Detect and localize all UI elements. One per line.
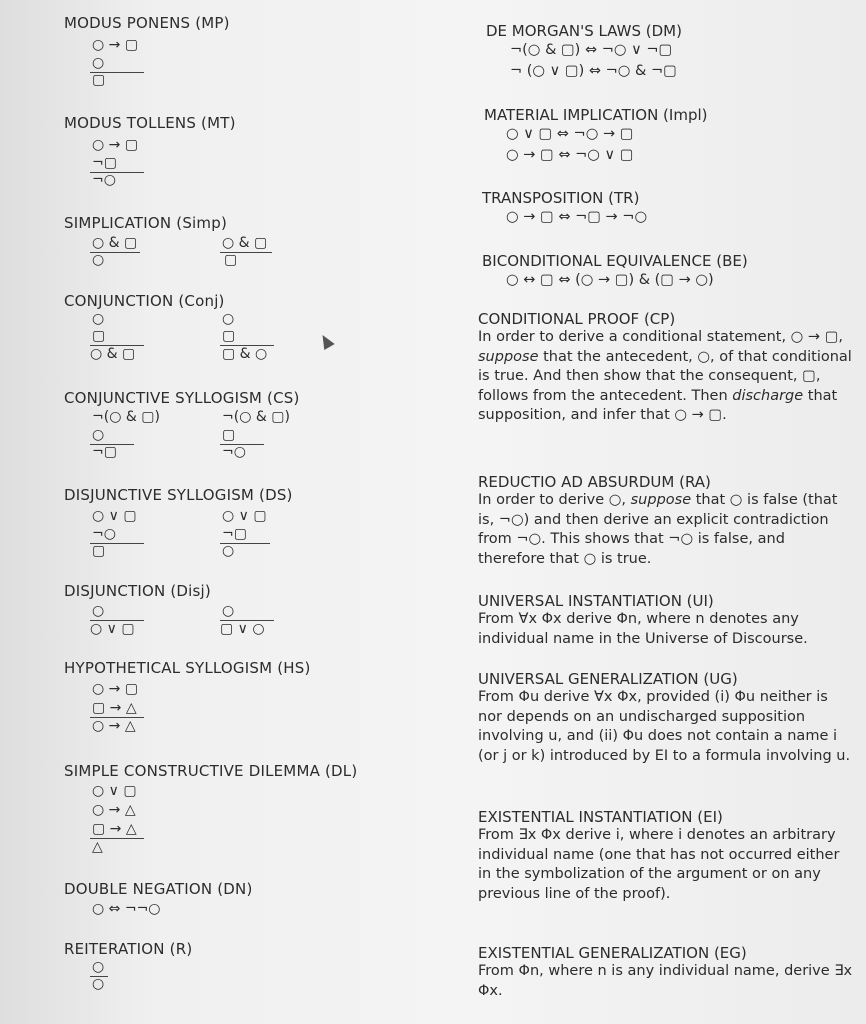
conclusion-a: ▢: [92, 543, 106, 559]
premise-2: ¬▢: [92, 155, 117, 171]
description-text: In order to derive a conditional statement, ○ → ▢,: [478, 329, 843, 345]
rule-description: From Φu derive ∀x Φx, provided (i) Φu neither is nor depends on an undischarged supposition involving u, and (ii) Φu does not contain a name i (or j or k) introduced by EI to a formula involving u.: [478, 689, 851, 764]
premise-a1: ○ ∨ ▢: [92, 508, 137, 524]
rule-biconditional-equivalence: [478, 252, 853, 291]
rule-material-implication: [478, 106, 853, 166]
rule-hypothetical-syllogism: [64, 659, 311, 734]
premise-b: ○: [222, 603, 235, 619]
conclusion-a: ¬▢: [92, 444, 117, 460]
equivalence: ○ → ▢ ⇔ ¬▢ → ¬○: [506, 209, 648, 225]
premise-a2: ▢: [92, 328, 106, 344]
conclusion: ¬○: [92, 172, 116, 188]
premise-a2: ○: [92, 427, 105, 443]
rule-reductio-ad-absurdum: [478, 473, 853, 569]
rule-transposition: [478, 189, 853, 228]
rule-universal-instantiation: [478, 592, 853, 649]
conclusion: △: [92, 839, 103, 855]
premise-b1: ○ ∨ ▢: [222, 508, 267, 524]
rule-double-negation: [64, 880, 253, 917]
conclusion-a: ○: [92, 252, 105, 268]
premise-b1: ¬(○ & ▢): [222, 409, 290, 425]
rule-existential-generalization: [478, 944, 853, 1001]
rule-disjunction: [64, 582, 265, 637]
rule-conditional-proof: [478, 310, 853, 426]
conclusion-a: ○ ∨ ▢: [90, 621, 135, 637]
description-text: In order to derive ○,: [478, 492, 631, 508]
premise-a1: ○: [92, 311, 105, 327]
conclusion-b: ▢ & ○: [222, 346, 268, 362]
mouse-pointer-icon: [317, 332, 334, 350]
rule-title: SIMPLICATION (Simp): [64, 214, 227, 232]
emphasis-text: discharge: [732, 387, 804, 404]
rule-title: TRANSPOSITION (TR): [482, 189, 640, 207]
rule-title: UNIVERSAL GENERALIZATION (UG): [478, 670, 738, 688]
rule-title: REITERATION (R): [64, 940, 193, 958]
conclusion: ○ → △: [92, 718, 136, 734]
premise: ○: [92, 959, 105, 975]
premise-b2: ▢: [222, 427, 236, 443]
description-text: that the antecedent, ○, of that conditional is true. And then show that the consequent, ▢, follows from the antecedent. Then: [478, 348, 852, 404]
premise-1: ○ → ▢: [92, 37, 139, 53]
rule-title: CONJUNCTION (Conj): [64, 292, 225, 310]
premise-a2: ¬○: [92, 526, 116, 542]
premise-b1: ○: [222, 311, 235, 327]
rule-description: From Φn, where n is any individual name, derive ∃x Φx.: [478, 963, 853, 999]
premise-2: ○: [92, 55, 105, 71]
rule-description: [478, 491, 853, 569]
equivalence: ○ ⇔ ¬¬○: [92, 901, 161, 917]
premise-b: ○ & ▢: [222, 235, 268, 251]
rule-modus-tollens: [64, 114, 236, 188]
rule-title: DOUBLE NEGATION (DN): [64, 880, 253, 898]
emphasis-text: suppose: [630, 492, 692, 508]
rule-title: EXISTENTIAL INSTANTIATION (EI): [478, 808, 723, 826]
premise-3: ▢ → △: [92, 821, 137, 837]
rule-conjunctive-syllogism: [64, 389, 300, 460]
rule-title: DISJUNCTIVE SYLLOGISM (DS): [64, 486, 293, 504]
premise-1: ○ → ▢: [92, 137, 139, 153]
premise-1: ○ → ▢: [92, 681, 139, 697]
conclusion-b: ○: [222, 543, 235, 559]
conclusion-a: ○ & ▢: [90, 346, 136, 362]
equivalence-2: ○ → ▢ ⇔ ¬○ ∨ ▢: [506, 147, 634, 163]
description-text: that supposition, and infer that ○ → ▢.: [478, 387, 838, 423]
premise-b2: ¬▢: [222, 526, 247, 542]
rule-title: REDUCTIO AD ABSURDUM (RA): [478, 473, 711, 491]
rule-de-morgan: [478, 22, 853, 82]
premise-2: ○ → △: [92, 802, 136, 818]
equivalence-1: ¬(○ & ▢) ⇔ ¬○ ∨ ¬▢: [510, 42, 673, 58]
premise-1: ○ ∨ ▢: [92, 783, 137, 799]
rule-constructive-dilemma: [64, 762, 358, 855]
premise-a1: ¬(○ & ▢): [92, 409, 160, 425]
equivalence: ○ ↔ ▢ ⇔ (○ → ▢) & (▢ → ○): [506, 272, 714, 288]
rule-title: SIMPLE CONSTRUCTIVE DILEMMA (DL): [64, 762, 358, 780]
equivalence-1: ○ ∨ ▢ ⇔ ¬○ → ▢: [506, 126, 634, 142]
equivalence-2: ¬ (○ ∨ ▢) ⇔ ¬○ & ¬▢: [510, 63, 677, 79]
premise-2: ▢ → △: [92, 700, 137, 716]
premise-b2: ▢: [222, 328, 236, 344]
rule-title: CONDITIONAL PROOF (CP): [478, 310, 676, 328]
conclusion-b: ¬○: [222, 444, 246, 460]
rule-simplification: [64, 214, 268, 268]
conclusion-b: ▢ ∨ ○: [220, 621, 265, 637]
rule-modus-ponens: [64, 14, 230, 88]
rule-title: DISJUNCTION (Disj): [64, 582, 211, 600]
rule-description: [478, 328, 853, 426]
rule-title: CONJUNCTIVE SYLLOGISM (CS): [64, 389, 300, 407]
rule-description: From ∀x Φx derive Φn, where n denotes any individual name in the Universe of Discourse.: [478, 611, 808, 647]
rule-title: EXISTENTIAL GENERALIZATION (EG): [478, 944, 747, 962]
rule-conjunction: [64, 292, 268, 362]
premise-a: ○ & ▢: [92, 235, 138, 251]
premise-a: ○: [92, 603, 105, 619]
rule-title: MODUS PONENS (MP): [64, 14, 230, 32]
rule-universal-generalization: [478, 670, 853, 766]
rule-reiteration: [64, 940, 193, 992]
rule-existential-instantiation: [478, 808, 853, 904]
conclusion: ▢: [92, 72, 106, 88]
rule-title: DE MORGAN'S LAWS (DM): [486, 22, 682, 40]
rule-title: BICONDITIONAL EQUIVALENCE (BE): [482, 252, 748, 270]
conclusion: ○: [92, 976, 105, 992]
rule-title: HYPOTHETICAL SYLLOGISM (HS): [64, 659, 311, 677]
description-text: that ○ is false (that is, ¬○) and then derive an explicit contradiction from ¬○. This shows that ¬○ is false, and therefore that ○ is true.: [478, 492, 838, 567]
conclusion-b: ▢: [224, 252, 238, 268]
rule-title: MODUS TOLLENS (MT): [64, 114, 236, 132]
rule-title: MATERIAL IMPLICATION (Impl): [484, 106, 708, 124]
emphasis-text: suppose: [478, 348, 539, 365]
rule-title: UNIVERSAL INSTANTIATION (UI): [478, 592, 714, 610]
rule-disjunctive-syllogism: [64, 486, 293, 559]
rule-description: From ∃x Φx derive i, where i denotes an arbitrary individual name (one that has not occurred either in the symbolization of the argument or on any previous line of the proof).: [478, 827, 840, 902]
